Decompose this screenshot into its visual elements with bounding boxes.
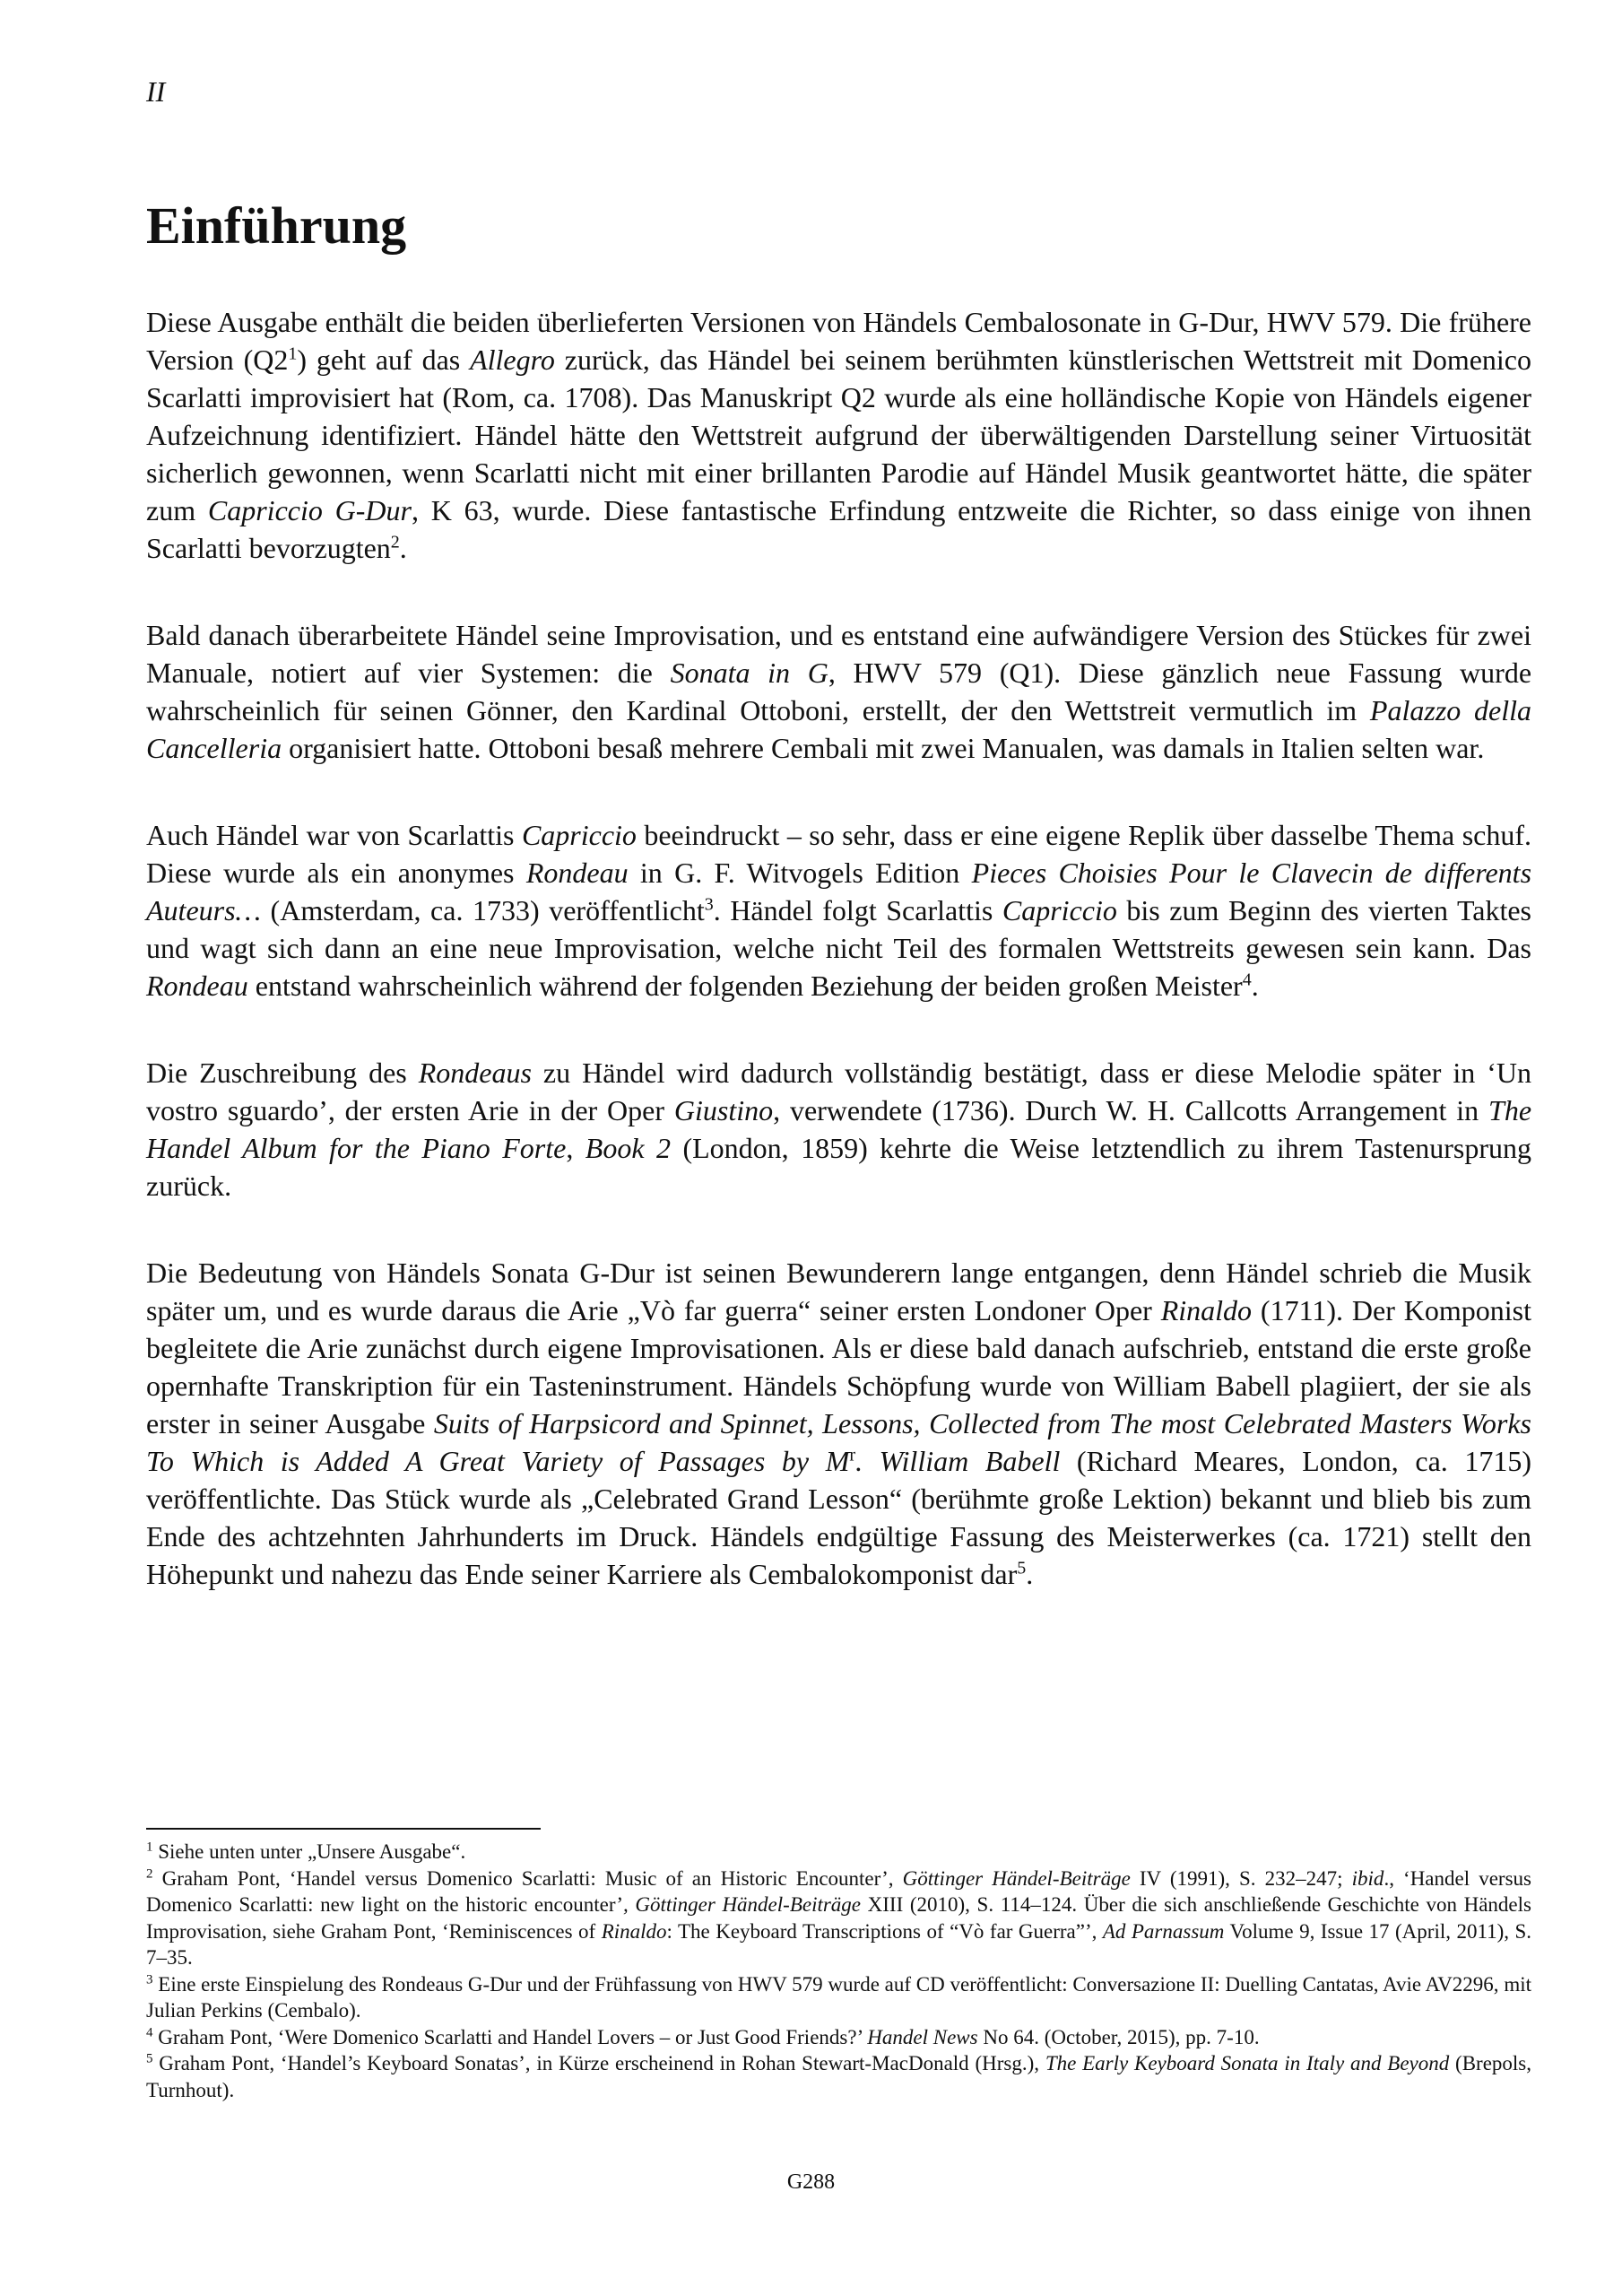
footnote-ref-4[interactable]: 4 xyxy=(1242,970,1252,990)
footnote-5: $^5$ Graham Pont, ‘Handel’s Keyboard Sonatas’, in Kürze erscheinend in Rohan Stewart-MacDonald (Hrsg.), The Early Keyboard Sonata in Italy and Beyond (Brepols, Turnhout). xyxy=(146,2051,1531,2101)
footnote-ref-1[interactable]: 1 xyxy=(288,344,298,364)
paragraph-4: Die Zuschreibung des Rondeaus zu Händel wird dadurch vollständig bestätigt, dass er diese Melodie später in ‘Un vostro sguardo’, der ersten Arie in der Oper Giustino, verwendete (1736). Durch W. H. Callcotts Arrangement in The Handel Album for the Piano Forte, Book 2 (London, 1859) kehrte die Weise letztendlich zu ihrem Tastenursprung zurück. xyxy=(146,1057,1532,1202)
paragraph-3: Auch Händel war von Scarlattis Capriccio beeindruckt – so sehr, dass er eine eigene Replik über dasselbe Thema schuf. Diese wurde als ein anonymes Rondeau in G. F. Witvogels Edition Pieces Choisies Pour le Clavecin de differents Auteurs… (Amsterdam, ca. 1733) veröffentlicht$^3$. Händel folgt Scarlattis Capriccio bis zum Beginn des vierten Taktes und wagt sich dann an eine neue Improvisation, welche nicht Teil des formalen Wettstreits gewesen sein kann. Das Rondeau entstand wahrscheinlich während der folgenden Beziehung der beiden großen Meister$^4$. xyxy=(146,819,1532,1002)
body-text xyxy=(146,303,1531,1642)
footnote-2: $^2$ Graham Pont, ‘Handel versus Domenico Scarlatti: Music of an Historic Encounter’, Göttinger Händel-Beiträge IV (1991), S. 232–247; ibid., ‘Handel versus Domenico Scarlatti: new light on the historic encounter’, Göttinger Händel-Beiträge XIII (2010), S. 114–124. Über die sich anschließende Geschichte von Händels Improvisation, siehe Graham Pont, ‘Reminiscences of Rinaldo: The Keyboard Transcriptions of “Vò far Guerra”’, Ad Parnassum Volume 9, Issue 17 (April, 2011), S. 7–35. xyxy=(146,1866,1532,1969)
footnote-divider xyxy=(146,1828,541,1830)
footnotes xyxy=(146,1839,1531,2103)
page-number: II xyxy=(146,75,166,108)
paragraph-5: Die Bedeutung von Händels Sonata G-Dur ist seinen Bewunderern lange entgangen, denn Händel schrieb die Musik später um, und es wurde daraus die Arie „Vò far guerra“ seiner ersten Londoner Oper Rinaldo (1711). Der Komponist begleitete die Arie zunächst durch eigene Improvisationen. Als er diese bald danach aufschrieb, entstand die erste große opernhafte Transkription für ein Tasteninstrument. Händels Schöpfung wurde von William Babell plagiiert, der sie als erster in seiner Ausgabe Suits of Harpsicord and Spinnet, Lessons, Collected from The most Celebrated Masters Works To Which is Added A Great Variety of Passages by $M^r$. William Babell (Richard Meares, London, ca. 1715) veröffentlichte. Das Stück wurde als „Celebrated Grand Lesson“ (berühmte große Lektion) bekannt und blieb bis zum Ende des achtzehnten Jahrhunderts im Druck. Händels endgültige Fassung des Meisterwerkes (ca. 1721) stellt den Höhepunkt und nahezu das Ende seiner Karriere als Cembalokomponist dar$^5$. xyxy=(146,1257,1532,1590)
paragraph-2: Bald danach überarbeitete Händel seine Improvisation, und es entstand eine aufwändigere Version des Stückes für zwei Manuale, notiert auf vier Systemen: die Sonata in G, HWV 579 (Q1). Diese gänzlich neue Fassung wurde wahrscheinlich für seinen Gönner, den Kardinal Ottoboni, erstellt, der den Wettstreit vermutlich im Palazzo della Cancelleria organisiert hatte. Ottoboni besaß mehrere Cembali mit zwei Manualen, was damals in Italien selten war. xyxy=(146,619,1532,764)
page-title: Einführung xyxy=(146,196,407,255)
footnote-1: $^1$ Siehe unten unter „Unsere Ausgabe“. xyxy=(146,1839,466,1863)
footnote-ref-3[interactable]: 3 xyxy=(704,894,714,915)
footnote-3: $^3$ Eine erste Einspielung des Rondeaus G-Dur und der Frühfassung von HWV 579 wurde auf CD veröffentlicht: Conversazione II: Duelling Cantatas, Avie AV2296, mit Julian Perkins (Cembalo). xyxy=(146,1971,1531,2022)
footnote-ref-5[interactable]: 5 xyxy=(1017,1558,1027,1578)
footnote-ref-2[interactable]: 2 xyxy=(390,532,400,552)
folio: G288 xyxy=(786,2170,836,2194)
footnote-4: $^4$ Graham Pont, ‘Were Domenico Scarlatti and Handel Lovers – or Just Good Friends?’ Handel News No 64. (October, 2015), pp. 7-10. xyxy=(146,2024,1260,2048)
paragraph-1: Diese Ausgabe enthält die beiden überlieferten Versionen von Händels Cembalosonate in G-Dur, HWV 579. Die frühere Version $(Q2^1)$ geht auf das Allegro zurück, das Händel bei seinem berühmten künstlerischen Wettstreit mit Domenico Scarlatti improvisiert hat (Rom, ca. 1708). Das Manuskript Q2 wurde als eine holländische Kopie von Händels eigener Aufzeichnung identifiziert. Händel hätte den Wettstreit aufgrund der überwältigenden Darstellung seiner Virtuosität sicherlich gewonnen, wenn Scarlatti nicht mit einer brillanten Parodie auf Händel Musik geantwortet hätte, die später zum Capriccio G-Dur, K 63, wurde. Diese fantastische Erfindung entzweite die Richter, so dass einige von ihnen Scarlatti bevorzugten$^2$. xyxy=(146,306,1532,564)
